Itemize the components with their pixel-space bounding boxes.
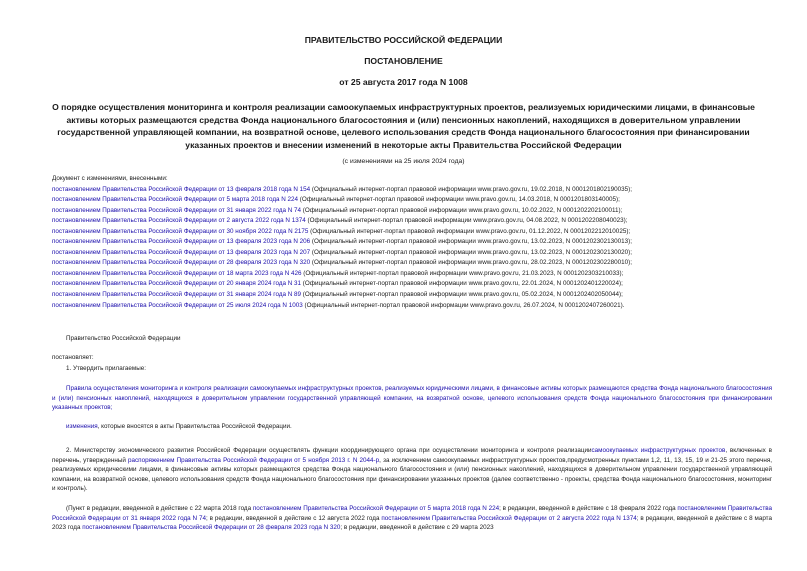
- note-text: ; в редакции, введенной в действие с 12 августа 2022 года: [206, 514, 382, 522]
- amendment-source: (Официальный интернет-портал правовой информации www.pravo.gov.ru, 19.02.2018, N 0001201802190035);: [310, 185, 632, 193]
- amendment-item: [52, 216, 632, 227]
- amendment-link[interactable]: постановлением Правительства Российской Федерации от 13 февраля 2023 года N 206: [52, 238, 311, 246]
- note-link[interactable]: постановлением Правительства Российской Федерации от 5 марта 2018 года N 224: [252, 505, 500, 512]
- amendment-source: (Официальный интернет-портал правовой информации www.pravo.gov.ru, 26.07.2024, N 0001202407260021).: [302, 301, 625, 309]
- heading-line: государственной управляющей компании, на возвратной основе, целевого использования средств Фонда национального благосостояния при финансировании: [57, 127, 750, 137]
- note-text: ; в редакции, введенной в действие с 18 февраля 2022 года: [499, 505, 678, 512]
- issuer-label: Правительство Российской Федерации: [66, 335, 181, 342]
- amendment-item: [52, 248, 632, 259]
- document-type: ПОСТАНОВЛЕНИЕ: [364, 56, 443, 66]
- note-text: (Пункт в редакции, введенной в действие с 22 марта 2018 года: [66, 505, 253, 512]
- amendment-source: (Официальный интернет-портал правовой информации www.pravo.gov.ru, 28.02.2023, N 0001202302280010);: [310, 259, 632, 267]
- amendments-intro: Документ с изменениями, внесенными:: [52, 175, 168, 182]
- heading-line: О порядке осуществления мониторинга и контроля реализации самоокупаемых инфраструктурных проектов, реализуемых юридическими лицами, в финансовые: [52, 102, 755, 112]
- amendment-item: [52, 185, 632, 196]
- item-2-text: , за исключением самоокупаемых инфраструктурных проектов,предусмотренных пунктами 1,2, 11, 13, 15, 19 и 21-25 этого перечня, реализуемых юридическими лицами, в финансовые активы которых размещаются средства Фонда национального благосостояния и (или) пенсионных накоплений, находящихся в доверительном управлении государственной управляющей компании, на возвратной основе, целевого использования средств Фонда национального благосостояния при финансировании указанных проектов (далее соответственно - проекты, средства Фонда национального благосостояния, мониторинг и контроль).: [52, 456, 772, 493]
- amendment-source: (Официальный интернет-портал правовой информации www.pravo.gov.ru, 22.01.2024, N 0001202401220024);: [301, 280, 623, 288]
- amendment-link[interactable]: постановлением Правительства Российской Федерации от 20 января 2024 года N 31: [52, 280, 302, 288]
- note-text: ; в редакции, введенной в действие с 8 марта 2023 года: [52, 514, 772, 532]
- changes-paragraph: [52, 422, 772, 432]
- amendment-item: [52, 301, 632, 312]
- amendment-source: (Официальный интернет-портал правовой информации www.pravo.gov.ru, 01.12.2022, N 0001202212010025);: [308, 227, 631, 235]
- heading-line: указанных проектов и внесении изменений в некоторые акты Правительства Российской Федерации: [185, 139, 622, 150]
- changes-text: , которые вносятся в акты Правительства Российской Федерации.: [97, 423, 292, 430]
- amendment-link[interactable]: постановлением Правительства Российской Федерации от 28 февраля 2023 года N 320: [52, 259, 311, 267]
- rules-link[interactable]: Правила осуществления мониторинга и контроля реализации самоокупаемых инфраструктурных проектов, реализуемых юридическими лицами, в финансовые активы которых размещаются средства Фонда национального благосостояния и (или) пенсионных накоплений, находящихся в доверительном управлении государственной управляющей компании, на возвратной основе, целевого использования средств Фонда национального благосостояния при финансировании указанных проектов;: [52, 385, 772, 412]
- amendment-item: [52, 290, 632, 301]
- projects-link[interactable]: самоокупаемых инфраструктурных проектов: [591, 447, 726, 454]
- amendment-source: (Официальный интернет-портал правовой информации www.pravo.gov.ru, 10.02.2022, N 0001202202100011);: [301, 206, 623, 214]
- amendment-source: (Официальный интернет-портал правовой информации www.pravo.gov.ru, 21.03.2023, N 0001202303210033);: [301, 269, 624, 277]
- item-2-paragraph: [52, 446, 772, 494]
- amendment-item: [52, 279, 632, 290]
- editions-note: (с изменениями на 25 июля 2024 года): [342, 158, 465, 165]
- amendment-link[interactable]: постановлением Правительства Российской Федерации от 25 июля 2024 года N 1003: [52, 301, 303, 309]
- decree-2044-link[interactable]: распоряжением Правительства Российской Федерации от 5 ноября 2013 г. N 2044-р: [128, 456, 380, 464]
- amendment-item: [52, 258, 632, 269]
- amendment-link[interactable]: постановлением Правительства Российской Федерации от 5 марта 2018 года N 224: [52, 196, 299, 204]
- amendment-item: [52, 206, 632, 217]
- amendment-item: [52, 237, 632, 248]
- amendment-source: (Официальный интернет-портал правовой информации www.pravo.gov.ru, 13.02.2023, N 0001202302130013);: [310, 238, 632, 246]
- note-link[interactable]: постановлением Правительства Российской Федерации от 31 января 2022 года N 74: [52, 505, 772, 522]
- amendment-source: (Официальный интернет-портал правовой информации www.pravo.gov.ru, 04.08.2022, N 0001202208040023);: [305, 217, 628, 225]
- amendment-link[interactable]: постановлением Правительства Российской Федерации от 13 февраля 2018 года N 154: [52, 185, 311, 193]
- note-text: ; в редакции, введенной в действие с 29 марта 2023: [340, 524, 494, 532]
- note-link[interactable]: постановлением Правительства Российской Федерации от 28 февраля 2023 года N 320: [82, 524, 341, 532]
- heading-line: активы которых размещаются средства Фонда национального благосостояния и (или) пенсионных накоплений, находящихся в доверительном управлении: [66, 114, 741, 125]
- amendment-link[interactable]: постановлением Правительства Российской Федерации от 31 января 2024 года N 89: [52, 291, 302, 299]
- government-title: ПРАВИТЕЛЬСТВО РОССИЙСКОЙ ФЕДЕРАЦИИ: [304, 35, 503, 45]
- amendment-item: [52, 195, 632, 206]
- note-link[interactable]: постановлением Правительства Российской Федерации от 2 августа 2022 года N 1374: [381, 514, 637, 522]
- item-2-text: , включенных в перечень, утвержденный: [52, 447, 772, 464]
- amendment-link[interactable]: постановлением Правительства Российской Федерации от 13 февраля 2023 года N 207: [52, 248, 311, 256]
- amendment-link[interactable]: постановлением Правительства Российской Федерации от 31 января 2022 года N 74: [52, 206, 302, 214]
- revision-note: [52, 504, 772, 560]
- amendment-link[interactable]: постановлением Правительства Российской Федерации от 18 марта 2023 года N 426: [52, 269, 302, 277]
- rules-paragraph: [52, 384, 772, 413]
- amendment-item: [52, 269, 632, 280]
- changes-link[interactable]: изменения: [66, 423, 98, 430]
- amendment-link[interactable]: постановлением Правительства Российской Федерации от 2 августа 2022 года N 1374: [52, 217, 306, 225]
- item-2-text: 2. Министерству экономического развития Российской Федерации осуществлять функции координирующего органа при осуществлении мониторинга и контроля реализации: [66, 447, 592, 454]
- item-1: 1. Утвердить прилагаемые:: [66, 365, 146, 372]
- amendment-source: (Официальный интернет-портал правовой информации www.pravo.gov.ru, 05.02.2024, N 0001202402050044);: [301, 291, 623, 299]
- postanovlyaet-label: постановляет:: [52, 354, 94, 361]
- amendment-link[interactable]: постановлением Правительства Российской Федерации от 30 ноября 2022 года N 2175: [52, 227, 309, 235]
- amendment-source: (Официальный интернет-портал правовой информации www.pravo.gov.ru, 13.02.2023, N 0001202302130020);: [310, 248, 632, 256]
- amendment-source: (Официальный интернет-портал правовой информации www.pravo.gov.ru, 14.03.2018, N 0001201803140005);: [298, 196, 620, 204]
- amendment-item: [52, 227, 632, 238]
- amendments-list: [52, 174, 632, 311]
- document-heading: [40, 101, 767, 151]
- document-date: от 25 августа 2017 года N 1008: [339, 77, 468, 87]
